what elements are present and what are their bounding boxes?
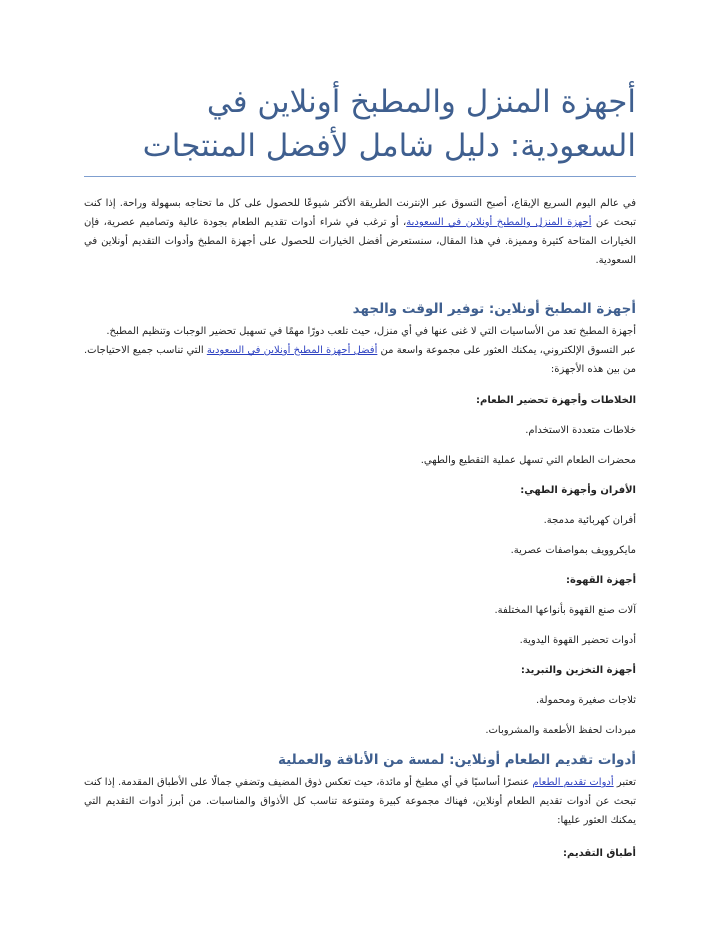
intro-paragraph bbox=[84, 194, 636, 270]
group-heading-ovens: الأفران وأجهزة الطهي: bbox=[520, 485, 636, 496]
list-item: أفران كهربائية مدمجة. bbox=[543, 515, 636, 526]
group-heading-coffee: أجهزة القهوة: bbox=[566, 575, 636, 586]
section2-text-2: عنصرًا أساسيًا في أي مطبخ أو مائدة، حيث تعكس ذوق المضيف وتضفي جمالًا على الأطباق المقدمة. إذا كنت تبحث عن أدوات تقديم الطعام أونلاين، فهناك مجموعة كبيرة ومتنوعة تناسب كل الأذواق والمناسبات. من أبرز أدوات التقديم التي يمكنك العثور عليها: bbox=[84, 777, 636, 826]
intro-text-2: ، أو ترغب في شراء أدوات تقديم الطعام بجودة عالية وتصاميم عصرية، فإن الخيارات المتاحة كثيرة ومميزة. في هذا المقال، سنستعرض أفضل الخيارات للحصول على أجهزة المطبخ وأدوات التقديم أونلاين في السعودية. bbox=[84, 217, 636, 266]
section1-text-2: التي تناسب جميع الاحتياجات. من بين هذه الأجهزة: bbox=[84, 345, 636, 375]
list-item: آلات صنع القهوة بأنواعها المختلفة. bbox=[494, 605, 636, 616]
list-item: ثلاجات صغيرة ومحمولة. bbox=[535, 695, 636, 706]
link-serving-tools[interactable]: أدوات تقديم الطعام bbox=[532, 777, 614, 788]
list-item: خلاطات متعددة الاستخدام. bbox=[525, 425, 636, 436]
section1-paragraph-2 bbox=[84, 341, 636, 379]
link-home-kitchen-appliances[interactable]: أجهزة المنزل والمطبخ أونلاين في السعودية bbox=[406, 217, 592, 228]
section1-text-1: عبر التسوق الإلكتروني، يمكنك العثور على مجموعة واسعة من bbox=[377, 345, 636, 356]
list-item: محضرات الطعام التي تسهل عملية التقطيع والطهي. bbox=[420, 455, 636, 466]
section1-paragraph-1: أجهزة المطبخ تعد من الأساسيات التي لا غنى عنها في أي منزل، حيث تلعب دورًا مهمًا في تسهيل تحضير الوجبات وتنظيم المطبخ. bbox=[106, 326, 636, 337]
section2-text-1: تعتبر bbox=[613, 777, 636, 788]
list-item: أدوات تحضير القهوة اليدوية. bbox=[519, 635, 636, 646]
link-best-kitchen-appliances[interactable]: أفضل أجهزة المطبخ أونلاين في السعودية bbox=[206, 345, 378, 356]
list-item: مايكروويف بمواصفات عصرية. bbox=[510, 545, 636, 556]
group-heading-storage: أجهزة التخزين والتبريد: bbox=[520, 665, 636, 676]
spacer bbox=[84, 740, 636, 749]
section-heading-kitchen-appliances: أجهزة المطبخ أونلاين: توفير الوقت والجهد bbox=[352, 301, 636, 317]
section-heading-serving-tools: أدوات تقديم الطعام أونلاين: لمسة من الأناقة والعملية bbox=[277, 752, 636, 768]
title-divider bbox=[84, 176, 636, 177]
page-title: أجهزة المنزل والمطبخ أونلاين في السعودية: دليل شامل لأفضل المنتجات bbox=[142, 84, 636, 164]
group-heading-serving-plates: أطباق التقديم: bbox=[563, 848, 636, 859]
intro-text-1: في عالم اليوم السريع الإيقاع، أصبح التسوق عبر الإنترنت الطريقة الأكثر شيوعًا للحصول على كل ما تحتاجه بسهولة وراحة. إذا كنت تبحث عن bbox=[84, 198, 636, 228]
section2-paragraph-1 bbox=[84, 773, 636, 830]
list-item: مبردات لحفظ الأطعمة والمشروبات. bbox=[485, 725, 636, 736]
group-heading-blenders: الخلاطات وأجهزة تحضير الطعام: bbox=[476, 395, 636, 406]
